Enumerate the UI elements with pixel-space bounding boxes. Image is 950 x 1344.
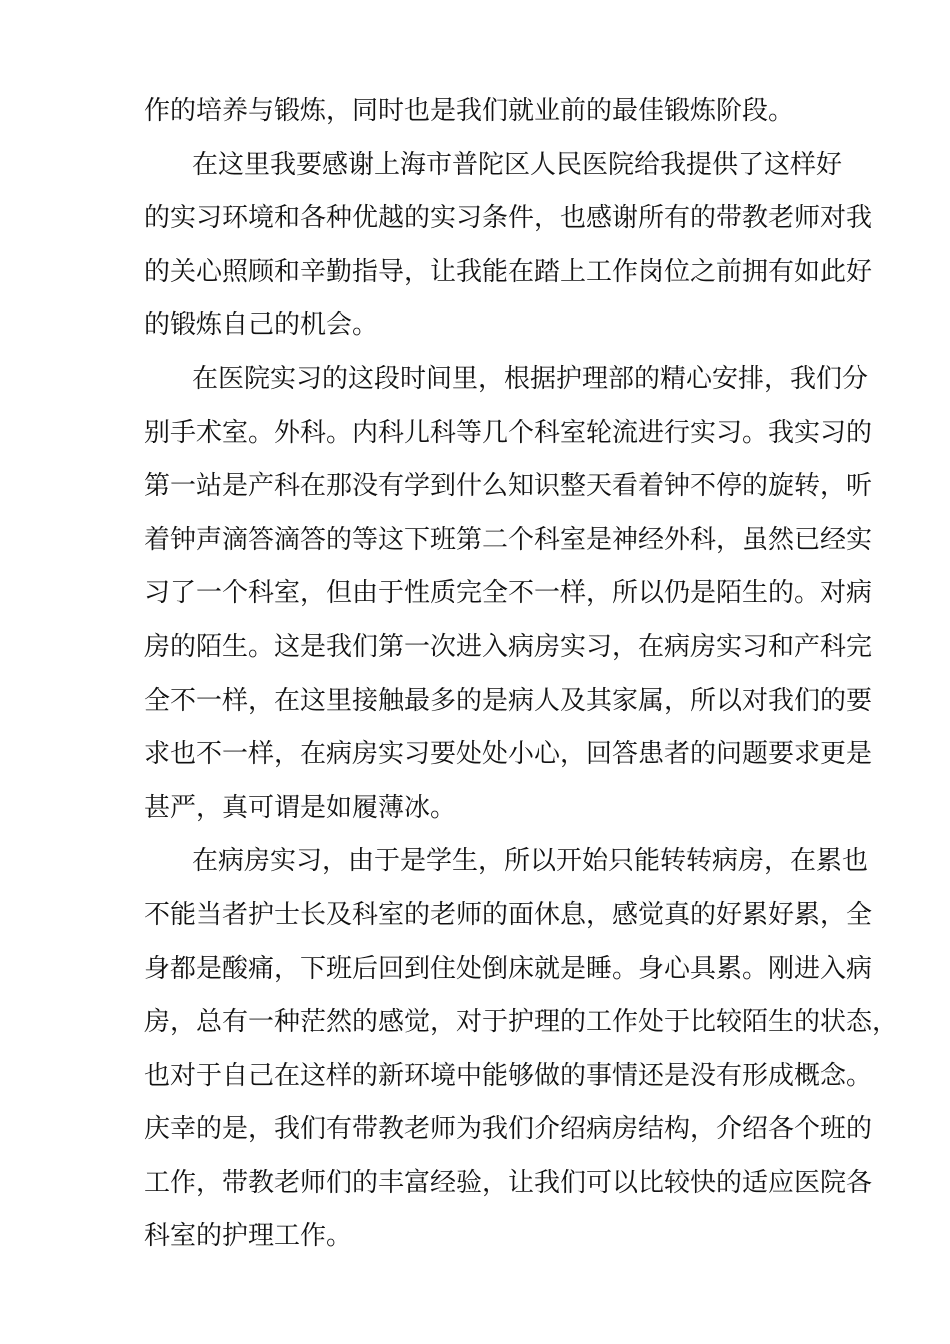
text-line: 别手术室。外科。内科儿科等几个科室轮流进行实习。我实习的 xyxy=(144,417,873,448)
text-line: 甚严，真可谓是如履薄冰。 xyxy=(144,792,457,823)
text-line: 也对于自己在这样的新环境中能够做的事情还是没有形成概念。 xyxy=(144,1060,873,1091)
text-line: 庆幸的是，我们有带教老师为我们介绍病房结构，介绍各个班的 xyxy=(144,1114,873,1145)
text-line: 第一站是产科在那没有学到什么知识整天看着钟不停的旋转，听 xyxy=(144,471,873,502)
text-line: 科室的护理工作。 xyxy=(144,1221,353,1252)
paragraph-2 xyxy=(144,139,873,353)
text-line: 的锻炼自己的机会。 xyxy=(144,310,379,341)
text-line: 作的培养与锻炼，同时也是我们就业前的最佳锻炼阶段。 xyxy=(144,96,795,126)
text-line: 房，总有一种茫然的感觉，对于护理的工作处于比较陌生的状态， xyxy=(144,1007,899,1038)
paragraph-3 xyxy=(144,353,873,835)
paragraph-4 xyxy=(144,835,899,1264)
text-line: 在病房实习，由于是学生，所以开始只能转转病房，在累也 xyxy=(192,846,869,877)
body-text xyxy=(144,85,899,1264)
text-line: 在这里我要感谢上海市普陀区人民医院给我提供了这样好 xyxy=(192,149,843,180)
paragraph-1 xyxy=(144,85,816,139)
text-line: 不能当者护士长及科室的老师的面休息，感觉真的好累好累，全 xyxy=(144,899,873,930)
text-line: 的关心照顾和辛勤指导，让我能在踏上工作岗位之前拥有如此好 xyxy=(144,256,873,287)
text-line: 全不一样，在这里接触最多的是病人及其家属，所以对我们的要 xyxy=(144,685,873,716)
text-line: 身都是酸痛，下班后回到住处倒床就是睡。身心具累。刚进入病 xyxy=(144,953,873,984)
text-line: 的实习环境和各种优越的实习条件，也感谢所有的带教老师对我 xyxy=(144,203,873,234)
text-line: 习了一个科室，但由于性质完全不一样，所以仍是陌生的。对病 xyxy=(144,578,873,609)
text-line: 着钟声滴答滴答的等这下班第二个科室是神经外科，虽然已经实 xyxy=(144,524,873,555)
text-line: 工作，带教老师们的丰富经验，让我们可以比较快的适应医院各 xyxy=(144,1167,873,1198)
text-line: 求也不一样，在病房实习要处处小心，回答患者的问题要求更是 xyxy=(144,739,873,770)
text-line: 房的陌生。这是我们第一次进入病房实习，在病房实习和产科完 xyxy=(144,631,873,662)
text-line: 在医院实习的这段时间里，根据护理部的精心安排，我们分 xyxy=(192,363,869,394)
